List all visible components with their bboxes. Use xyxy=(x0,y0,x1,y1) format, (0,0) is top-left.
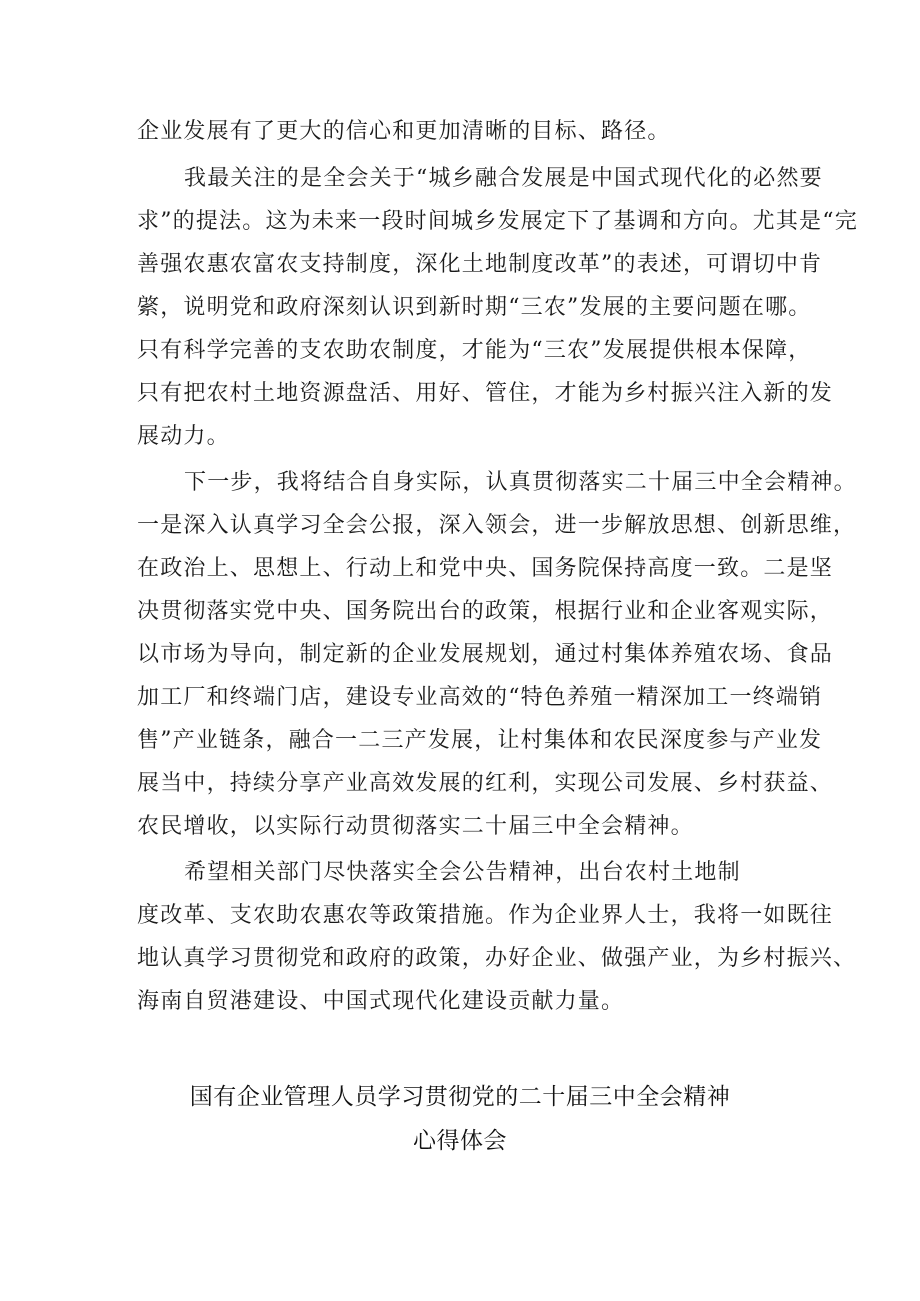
body-line: 求”的提法。这为未来一段时间城乡发展定下了基调和方向。尤其是“完 xyxy=(137,209,858,234)
body-line: 在政治上、思想上、行动上和党中央、国务院保持高度一致。二是坚 xyxy=(137,556,834,581)
body-line: 农民增收，以实际行动贯彻落实二十届三中全会精神。 xyxy=(137,814,694,839)
body-line: 企业发展有了更大的信心和更加清晰的目标、路径。 xyxy=(137,119,671,144)
body-line: 一是深入认真学习全会公报，深入领会，进一步解放思想、创新思维， xyxy=(137,513,857,538)
body-line: 綮，说明党和政府深刻认识到新时期“三农”发展的主要问题在哪。 xyxy=(137,295,812,320)
body-line: 度改革、支农助农惠农等政策措施。作为企业界人士，我将一如既往 xyxy=(137,903,834,928)
body-line: 加工厂和终端门店，建设专业高效的“特色养殖一精深加工一终端销 xyxy=(137,685,823,710)
body-line: 地认真学习贯彻党和政府的政策，办好企业、做强产业，为乡村振兴、 xyxy=(137,946,857,971)
section-title: 国有企业管理人员学习贯彻党的二十届三中全会精神 xyxy=(189,1084,731,1110)
body-line: 展当中，持续分享产业高效发展的红利，实现公司发展、乡村获益、 xyxy=(137,771,834,796)
body-line: 只有把农村土地资源盘活、用好、管住，才能为乡村振兴注入新的发 xyxy=(137,381,834,406)
body-line: 希望相关部门尽快落实全会公告精神，出台农村土地制 xyxy=(184,860,741,885)
body-line: 展动力。 xyxy=(137,424,230,449)
body-line: 下一步，我将结合自身实际，认真贯彻落实二十届三中全会精神。 xyxy=(184,470,857,495)
body-line: 我最关注的是全会关于“城乡融合发展是中国式现代化的必然要 xyxy=(184,166,823,191)
body-line: 只有科学完善的支农助农制度，才能为“三农”发展提供根本保障， xyxy=(137,338,812,363)
body-line: 善强农惠农富农支持制度，深化土地制度改革”的表述，可谓切中肯 xyxy=(137,252,823,277)
body-line: 决贯彻落实党中央、国务院出台的政策，根据行业和企业客观实际， xyxy=(137,599,834,624)
body-line: 海南自贸港建设、中国式现代化建设贡献力量。 xyxy=(137,989,625,1014)
section-subtitle: 心得体会 xyxy=(413,1128,507,1154)
body-line: 以市场为导向，制定新的企业发展规划，通过村集体养殖农场、食品 xyxy=(137,642,834,667)
body-line: 售”产业链条，融合一二三产发展，让村集体和农民深度参与产业发 xyxy=(137,728,823,753)
